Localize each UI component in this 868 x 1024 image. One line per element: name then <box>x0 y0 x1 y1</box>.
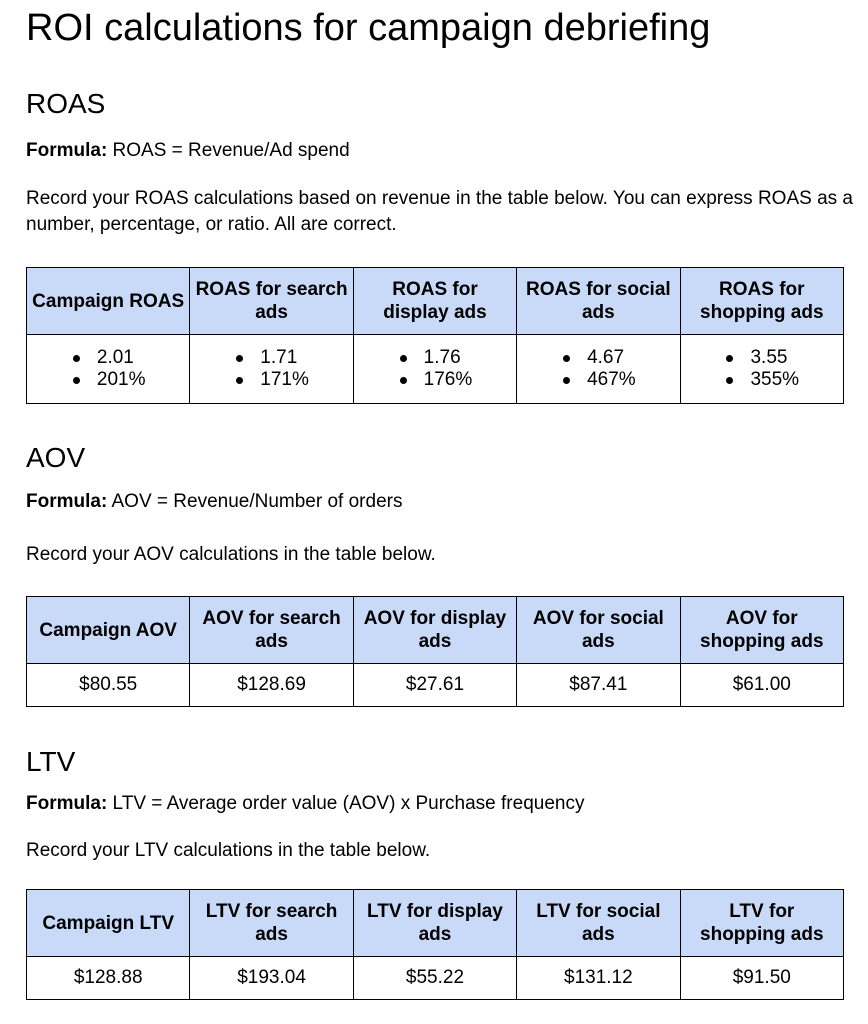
roas-col-campaign: Campaign ROAS <box>27 268 190 335</box>
aov-cell-display: $27.61 <box>353 664 516 707</box>
aov-cell-social: $87.41 <box>517 664 680 707</box>
ltv-instructions: Record your LTV calculations in the table below. <box>26 840 431 861</box>
roas-heading: ROAS <box>26 88 106 119</box>
list-item: 176% <box>398 369 473 391</box>
table-row <box>27 335 844 404</box>
roas-formula-text: ROAS = Revenue/Ad spend <box>107 140 350 161</box>
ltv-cell-search: $193.04 <box>190 957 353 1000</box>
bullet-list <box>398 347 473 391</box>
bullet-list <box>234 347 309 391</box>
roas-formula-label: Formula: <box>26 140 108 161</box>
list-item: 1.76 <box>398 347 473 369</box>
aov-col-shopping: AOV for shopping ads <box>680 597 843 664</box>
roas-col-shopping: ROAS for shopping ads <box>680 268 843 335</box>
ltv-formula-label: Formula: <box>26 793 108 814</box>
bullet-list <box>71 347 146 391</box>
ltv-cell-campaign: $128.88 <box>27 957 190 1000</box>
table-header-row <box>27 890 844 957</box>
list-item: 4.67 <box>561 347 636 369</box>
list-item: 2.01 <box>71 347 146 369</box>
roas-col-social: ROAS for social ads <box>517 268 680 335</box>
ltv-col-campaign: Campaign LTV <box>27 890 190 957</box>
aov-cell-shopping: $61.00 <box>680 664 843 707</box>
aov-col-display: AOV for display ads <box>353 597 516 664</box>
list-item: 1.71 <box>234 347 309 369</box>
table-row <box>27 957 844 1000</box>
aov-cell-campaign: $80.55 <box>27 664 190 707</box>
list-item: 355% <box>724 369 799 391</box>
bullet-list <box>561 347 636 391</box>
aov-col-campaign: Campaign AOV <box>27 597 190 664</box>
roas-cell-social <box>517 335 680 404</box>
table-header-row <box>27 268 844 335</box>
roas-table <box>26 267 844 404</box>
aov-heading: AOV <box>26 442 86 473</box>
aov-table <box>26 596 844 707</box>
roas-col-search: ROAS for search ads <box>190 268 353 335</box>
bullet-list <box>724 347 799 391</box>
table-header-row <box>27 597 844 664</box>
roas-cell-campaign <box>27 335 190 404</box>
list-item: 467% <box>561 369 636 391</box>
aov-instructions: Record your AOV calculations in the table below. <box>26 544 436 565</box>
aov-cell-search: $128.69 <box>190 664 353 707</box>
list-item: 201% <box>71 369 146 391</box>
ltv-formula <box>26 792 584 816</box>
roas-cell-search <box>190 335 353 404</box>
roas-cell-display <box>353 335 516 404</box>
aov-formula-label: Formula: <box>26 491 108 512</box>
roas-instructions: Record your ROAS calculations based on revenue in the table below. You can express ROAS as a number, percentage, or ratio. All are correct. <box>26 188 853 235</box>
aov-formula <box>26 490 402 514</box>
ltv-col-search: LTV for search ads <box>190 890 353 957</box>
aov-col-search: AOV for search ads <box>190 597 353 664</box>
roas-formula <box>26 139 350 163</box>
aov-formula-text: AOV = Revenue/Number of orders <box>107 491 403 512</box>
list-item: 171% <box>234 369 309 391</box>
page-title: ROI calculations for campaign debriefing <box>26 7 711 49</box>
ltv-col-display: LTV for display ads <box>353 890 516 957</box>
ltv-cell-display: $55.22 <box>353 957 516 1000</box>
ltv-cell-shopping: $91.50 <box>680 957 843 1000</box>
ltv-formula-text: LTV = Average order value (AOV) x Purchase frequency <box>107 793 585 814</box>
table-row <box>27 664 844 707</box>
list-item: 3.55 <box>724 347 799 369</box>
ltv-col-social: LTV for social ads <box>517 890 680 957</box>
ltv-col-shopping: LTV for shopping ads <box>680 890 843 957</box>
roas-col-display: ROAS for display ads <box>353 268 516 335</box>
ltv-table <box>26 889 844 1000</box>
ltv-cell-social: $131.12 <box>517 957 680 1000</box>
aov-col-social: AOV for social ads <box>517 597 680 664</box>
ltv-heading: LTV <box>26 746 76 777</box>
roas-cell-shopping <box>680 335 843 404</box>
